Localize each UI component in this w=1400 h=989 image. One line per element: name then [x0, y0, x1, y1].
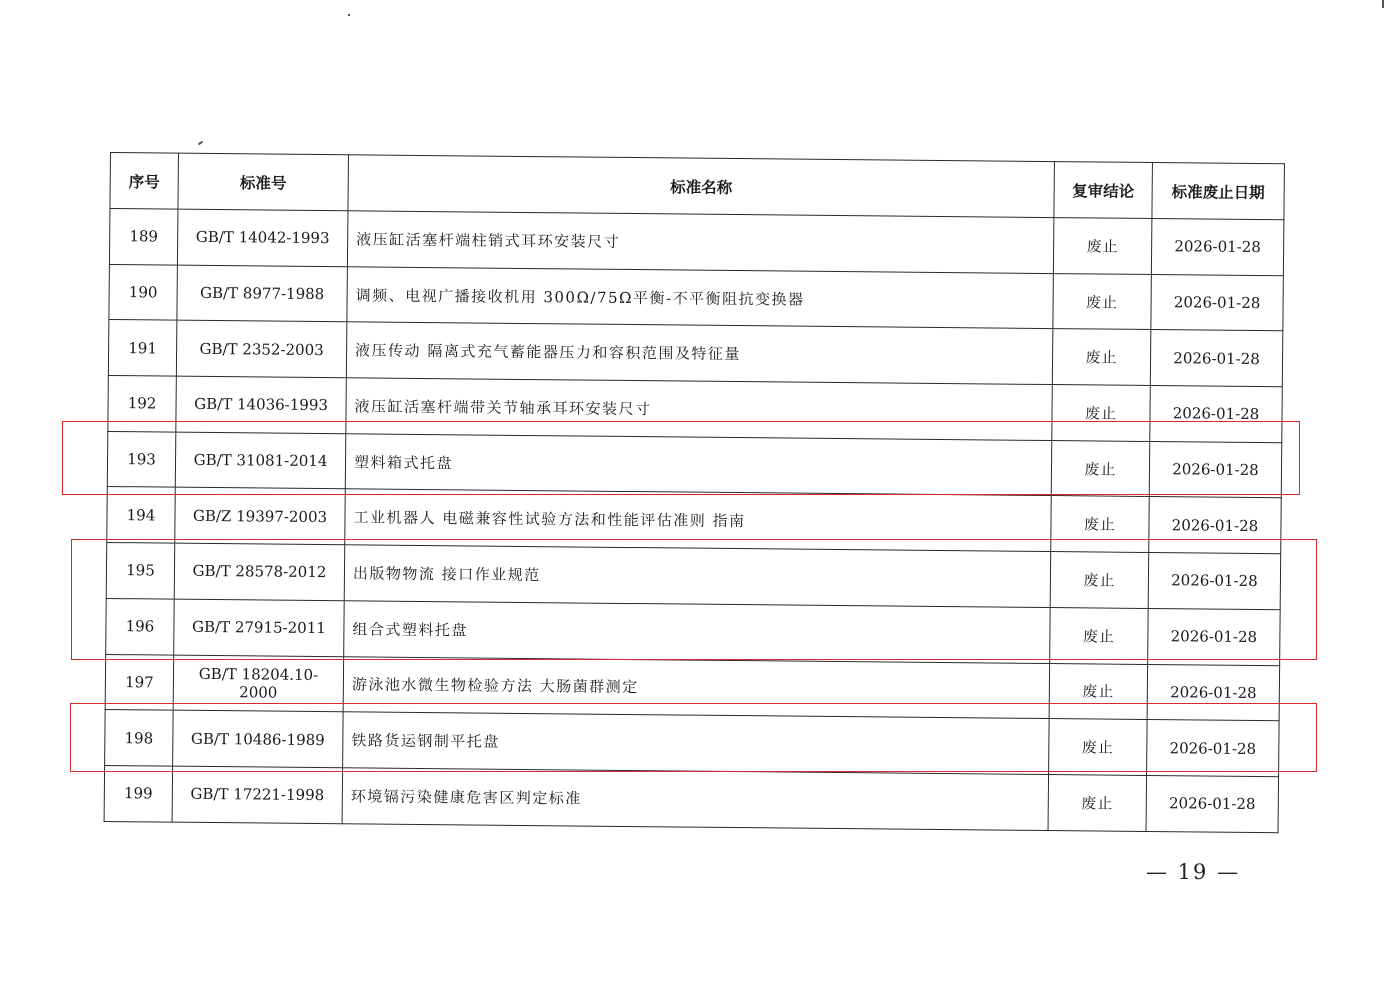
header-conclusion: 复审结论 [1054, 162, 1153, 219]
cell-std-no: GB/T 10486-1989 [173, 710, 344, 767]
cell-std-name: 工业机器人 电磁兼容性试验方法和性能评估准则 指南 [345, 489, 1052, 551]
scan-speck [198, 141, 203, 146]
cell-seq: 191 [108, 320, 177, 376]
cell-seq: 199 [104, 765, 173, 821]
cell-std-name: 游泳池水微生物检验方法 大肠菌群测定 [343, 656, 1050, 718]
cell-std-name: 液压缸活塞杆端带关节轴承耳环安装尺寸 [346, 378, 1053, 440]
cell-date: 2026-01-28 [1147, 664, 1280, 721]
cell-seq: 195 [106, 543, 175, 599]
cell-std-no: GB/T 28578-2012 [174, 543, 345, 600]
cell-seq: 197 [105, 654, 174, 710]
cell-std-no: GB/T 27915-2011 [174, 599, 345, 656]
page-number: — 19 — [1146, 860, 1241, 884]
cell-std-no: GB/T 17221-1998 [172, 766, 343, 823]
cell-date: 2026-01-28 [1148, 608, 1281, 665]
cell-conclusion: 废止 [1048, 774, 1147, 831]
cell-conclusion: 废止 [1051, 496, 1150, 553]
cell-seq: 193 [107, 431, 176, 487]
cell-std-name: 铁路货运钢制平托盘 [343, 712, 1050, 774]
scan-speck [348, 14, 350, 16]
cell-date: 2026-01-28 [1150, 386, 1283, 443]
cell-conclusion: 废止 [1049, 719, 1148, 776]
cell-conclusion: 废止 [1051, 440, 1150, 497]
cell-date: 2026-01-28 [1149, 497, 1282, 554]
cell-std-name: 液压缸活塞杆端柱销式耳环安装尺寸 [347, 211, 1054, 273]
cell-date: 2026-01-28 [1151, 219, 1284, 276]
cell-std-no: GB/T 31081-2014 [175, 432, 346, 489]
cell-std-name: 环境镉污染健康危害区判定标准 [342, 768, 1049, 830]
cell-conclusion: 废止 [1052, 329, 1151, 386]
cell-date: 2026-01-28 [1148, 553, 1281, 610]
cell-conclusion: 废止 [1053, 273, 1152, 330]
cell-std-name: 出版物物流 接口作业规范 [344, 545, 1051, 607]
cell-conclusion: 废止 [1049, 663, 1148, 720]
table-row [104, 765, 1278, 832]
cell-seq: 192 [108, 376, 177, 432]
cell-std-name: 调频、电视广播接收机用 300Ω/75Ω平衡-不平衡阻抗变换器 [347, 266, 1054, 328]
header-abolish-date: 标准废止日期 [1152, 163, 1285, 220]
cell-std-no: GB/T 14042-1993 [177, 209, 348, 266]
header-std-no: 标准号 [178, 153, 349, 211]
cell-std-name: 组合式塑料托盘 [344, 601, 1051, 663]
cell-std-no: GB/T 2352-2003 [176, 321, 347, 378]
cell-conclusion: 废止 [1050, 607, 1149, 664]
cell-conclusion: 废止 [1050, 552, 1149, 609]
cell-seq: 189 [109, 209, 178, 265]
cell-date: 2026-01-28 [1146, 775, 1279, 832]
scan-speck [1382, 0, 1384, 8]
cell-date: 2026-01-28 [1147, 720, 1280, 777]
cell-date: 2026-01-28 [1150, 330, 1283, 387]
cell-std-name: 塑料箱式托盘 [345, 434, 1052, 496]
highlight-box-rows-195-196 [71, 539, 1317, 660]
cell-conclusion: 废止 [1053, 218, 1152, 275]
cell-std-no: GB/Z 19397-2003 [175, 488, 346, 545]
header-std-name: 标准名称 [348, 155, 1055, 218]
cell-std-name: 液压传动 隔离式充气蓄能器压力和容积范围及特征量 [346, 322, 1053, 384]
highlight-box-row-193 [62, 421, 1300, 495]
cell-conclusion: 废止 [1052, 385, 1151, 442]
highlight-box-row-198 [70, 703, 1317, 772]
cell-seq: 196 [106, 598, 175, 654]
cell-std-no: GB/T 18204.10-2000 [173, 655, 344, 712]
cell-date: 2026-01-28 [1149, 441, 1282, 498]
cell-seq: 194 [107, 487, 176, 543]
header-seq: 序号 [110, 153, 179, 210]
cell-std-no: GB/T 8977-1988 [177, 265, 348, 322]
cell-std-no: GB/T 14036-1993 [176, 376, 347, 433]
cell-seq: 190 [109, 264, 178, 320]
cell-date: 2026-01-28 [1151, 274, 1284, 331]
cell-seq: 198 [105, 710, 174, 766]
